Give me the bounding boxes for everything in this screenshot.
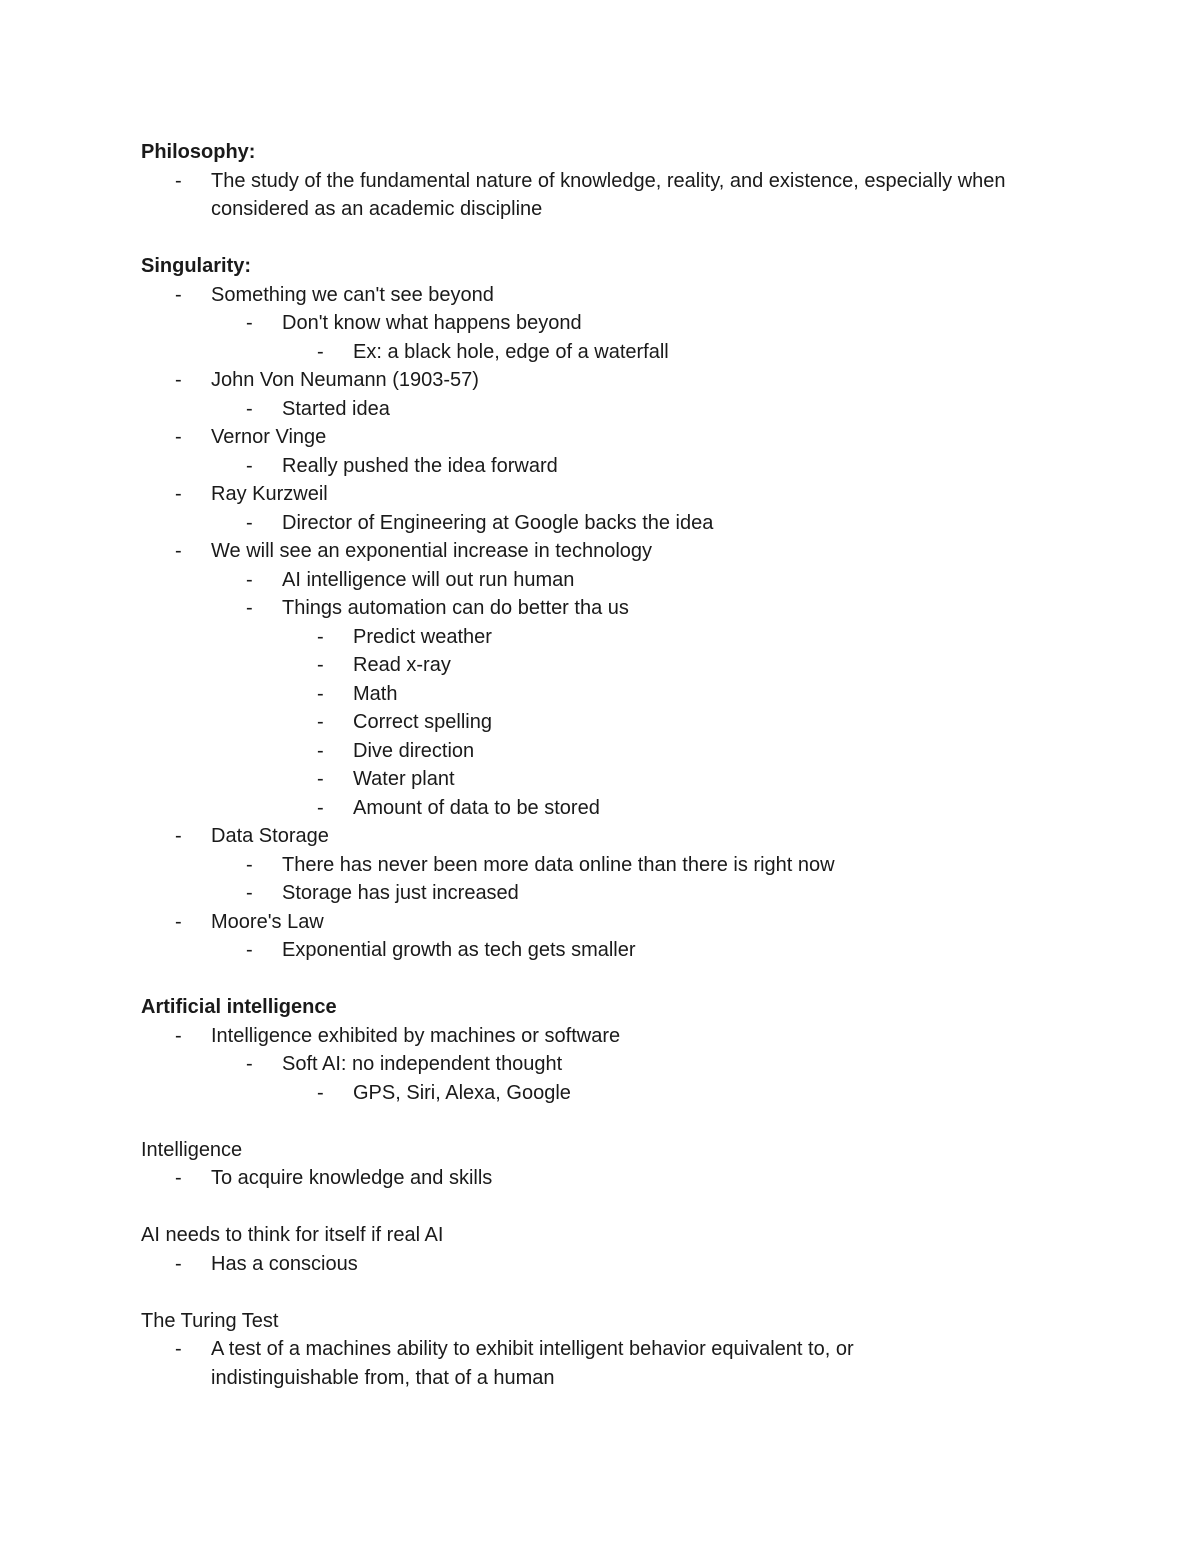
list-item bbox=[141, 794, 1041, 823]
list-item bbox=[141, 765, 1041, 794]
bullet-dash: - bbox=[175, 1167, 182, 1189]
list-item-text: Water plant bbox=[353, 768, 455, 790]
bullet-dash: - bbox=[175, 910, 182, 933]
list-item-text: AI intelligence will out run human bbox=[282, 568, 575, 591]
list-item-text: Ex: a black hole, edge of a waterfall bbox=[353, 340, 669, 363]
list-item-text: Director of Engineering at Google backs the idea bbox=[282, 511, 714, 534]
list-item-text: Data Storage bbox=[211, 825, 329, 847]
bullet-dash: - bbox=[317, 711, 324, 733]
list-item-text: Moore's Law bbox=[211, 910, 324, 933]
bullet-dash: - bbox=[246, 853, 253, 876]
bullet-dash: - bbox=[175, 1252, 182, 1275]
bullet-dash: - bbox=[175, 283, 182, 306]
list-item bbox=[141, 395, 1041, 424]
list-item bbox=[141, 708, 1041, 737]
list-item bbox=[141, 1022, 1041, 1051]
list-item-text: Amount of data to be stored bbox=[353, 796, 600, 819]
bullet-dash: - bbox=[246, 939, 253, 961]
list-item-text: Vernor Vinge bbox=[211, 426, 327, 448]
bullet-dash: - bbox=[175, 825, 182, 847]
bullet-dash: - bbox=[246, 882, 253, 904]
list-item-text: Read x-ray bbox=[353, 654, 451, 676]
document-body bbox=[141, 138, 1041, 1392]
list-item bbox=[141, 680, 1041, 709]
heading-intelligence: Intelligence bbox=[141, 1138, 243, 1161]
bullet-dash: - bbox=[246, 454, 253, 477]
list-item-text: Ray Kurzweil bbox=[211, 483, 328, 505]
list-item-text: A test of a machines ability to exhibit intelligent behavior equivalent to, or indistinguishable from, that of a human bbox=[211, 1338, 854, 1389]
list-item bbox=[141, 452, 1041, 481]
spacer bbox=[141, 1107, 1041, 1136]
heading-singularity: Singularity: bbox=[141, 255, 252, 277]
list-item-text: Correct spelling bbox=[353, 711, 492, 733]
list-item-text: The study of the fundamental nature of knowledge, reality, and existence, especially when considered as an academic discipline bbox=[211, 169, 1006, 220]
list-item bbox=[141, 851, 1041, 880]
bullet-dash: - bbox=[246, 312, 253, 334]
list-item bbox=[141, 1250, 1041, 1279]
bullet-dash: - bbox=[317, 796, 324, 819]
heading-turing-test: The Turing Test bbox=[141, 1309, 279, 1332]
list-item bbox=[141, 281, 1041, 310]
list-item-text: Soft AI: no independent thought bbox=[282, 1053, 563, 1075]
list-item-text: Something we can't see beyond bbox=[211, 283, 494, 306]
bullet-dash: - bbox=[175, 483, 182, 505]
bullet-dash: - bbox=[317, 739, 324, 762]
list-item bbox=[141, 737, 1041, 766]
bullet-dash: - bbox=[317, 340, 324, 363]
list-item bbox=[141, 623, 1041, 652]
spacer bbox=[141, 1278, 1041, 1307]
list-item bbox=[141, 509, 1041, 538]
bullet-dash: - bbox=[246, 597, 253, 619]
bullet-dash: - bbox=[246, 397, 253, 420]
list-item bbox=[141, 908, 1041, 937]
list-item bbox=[141, 480, 1041, 509]
spacer bbox=[141, 1193, 1041, 1222]
list-item-text: Things automation can do better tha us bbox=[282, 597, 629, 619]
bullet-dash: - bbox=[317, 625, 324, 648]
list-item-text: Has a conscious bbox=[211, 1252, 358, 1275]
list-item bbox=[141, 309, 1041, 338]
bullet-dash: - bbox=[317, 654, 324, 676]
heading-philosophy: Philosophy: bbox=[141, 141, 256, 163]
list-item-text: Exponential growth as tech gets smaller bbox=[282, 939, 636, 961]
list-item bbox=[141, 594, 1041, 623]
list-item-text: John Von Neumann (1903-57) bbox=[211, 369, 479, 391]
list-item bbox=[141, 1335, 1041, 1392]
list-item-text: Started idea bbox=[282, 397, 390, 420]
list-item-text: Dive direction bbox=[353, 739, 475, 762]
list-item bbox=[141, 338, 1041, 367]
spacer bbox=[141, 965, 1041, 994]
list-item bbox=[141, 1079, 1041, 1108]
bullet-dash: - bbox=[246, 568, 253, 591]
list-item bbox=[141, 537, 1041, 566]
list-item-text: There has never been more data online than there is right now bbox=[282, 853, 835, 876]
list-item bbox=[141, 167, 1041, 224]
list-item bbox=[141, 822, 1041, 851]
bullet-dash: - bbox=[175, 1024, 182, 1047]
bullet-dash: - bbox=[317, 1081, 324, 1104]
bullet-dash: - bbox=[317, 768, 324, 790]
bullet-dash: - bbox=[246, 511, 253, 534]
list-item-text: GPS, Siri, Alexa, Google bbox=[353, 1081, 571, 1104]
list-item-text: We will see an exponential increase in technology bbox=[211, 540, 653, 562]
list-item bbox=[141, 566, 1041, 595]
list-item bbox=[141, 651, 1041, 680]
bullet-dash: - bbox=[175, 369, 182, 391]
list-item bbox=[141, 1050, 1041, 1079]
list-item-text: Don't know what happens beyond bbox=[282, 312, 582, 334]
list-item bbox=[141, 1164, 1041, 1193]
list-item-text: Intelligence exhibited by machines or software bbox=[211, 1024, 621, 1047]
spacer bbox=[141, 224, 1041, 253]
bullet-dash: - bbox=[246, 1053, 253, 1075]
bullet-dash: - bbox=[317, 682, 324, 705]
bullet-dash: - bbox=[175, 426, 182, 448]
list-item-text: Predict weather bbox=[353, 625, 492, 648]
list-item-text: Storage has just increased bbox=[282, 882, 519, 904]
bullet-dash: - bbox=[175, 169, 182, 192]
list-item bbox=[141, 879, 1041, 908]
list-item-text: Math bbox=[353, 682, 398, 705]
bullet-dash: - bbox=[175, 540, 182, 562]
list-item-text: Really pushed the idea forward bbox=[282, 454, 558, 477]
heading-artificial-intelligence: Artificial intelligence bbox=[141, 996, 337, 1018]
list-item bbox=[141, 423, 1041, 452]
list-item-text: To acquire knowledge and skills bbox=[211, 1167, 493, 1189]
list-item bbox=[141, 936, 1041, 965]
heading-real-ai: AI needs to think for itself if real AI bbox=[141, 1224, 444, 1246]
bullet-dash: - bbox=[175, 1338, 182, 1360]
list-item bbox=[141, 366, 1041, 395]
